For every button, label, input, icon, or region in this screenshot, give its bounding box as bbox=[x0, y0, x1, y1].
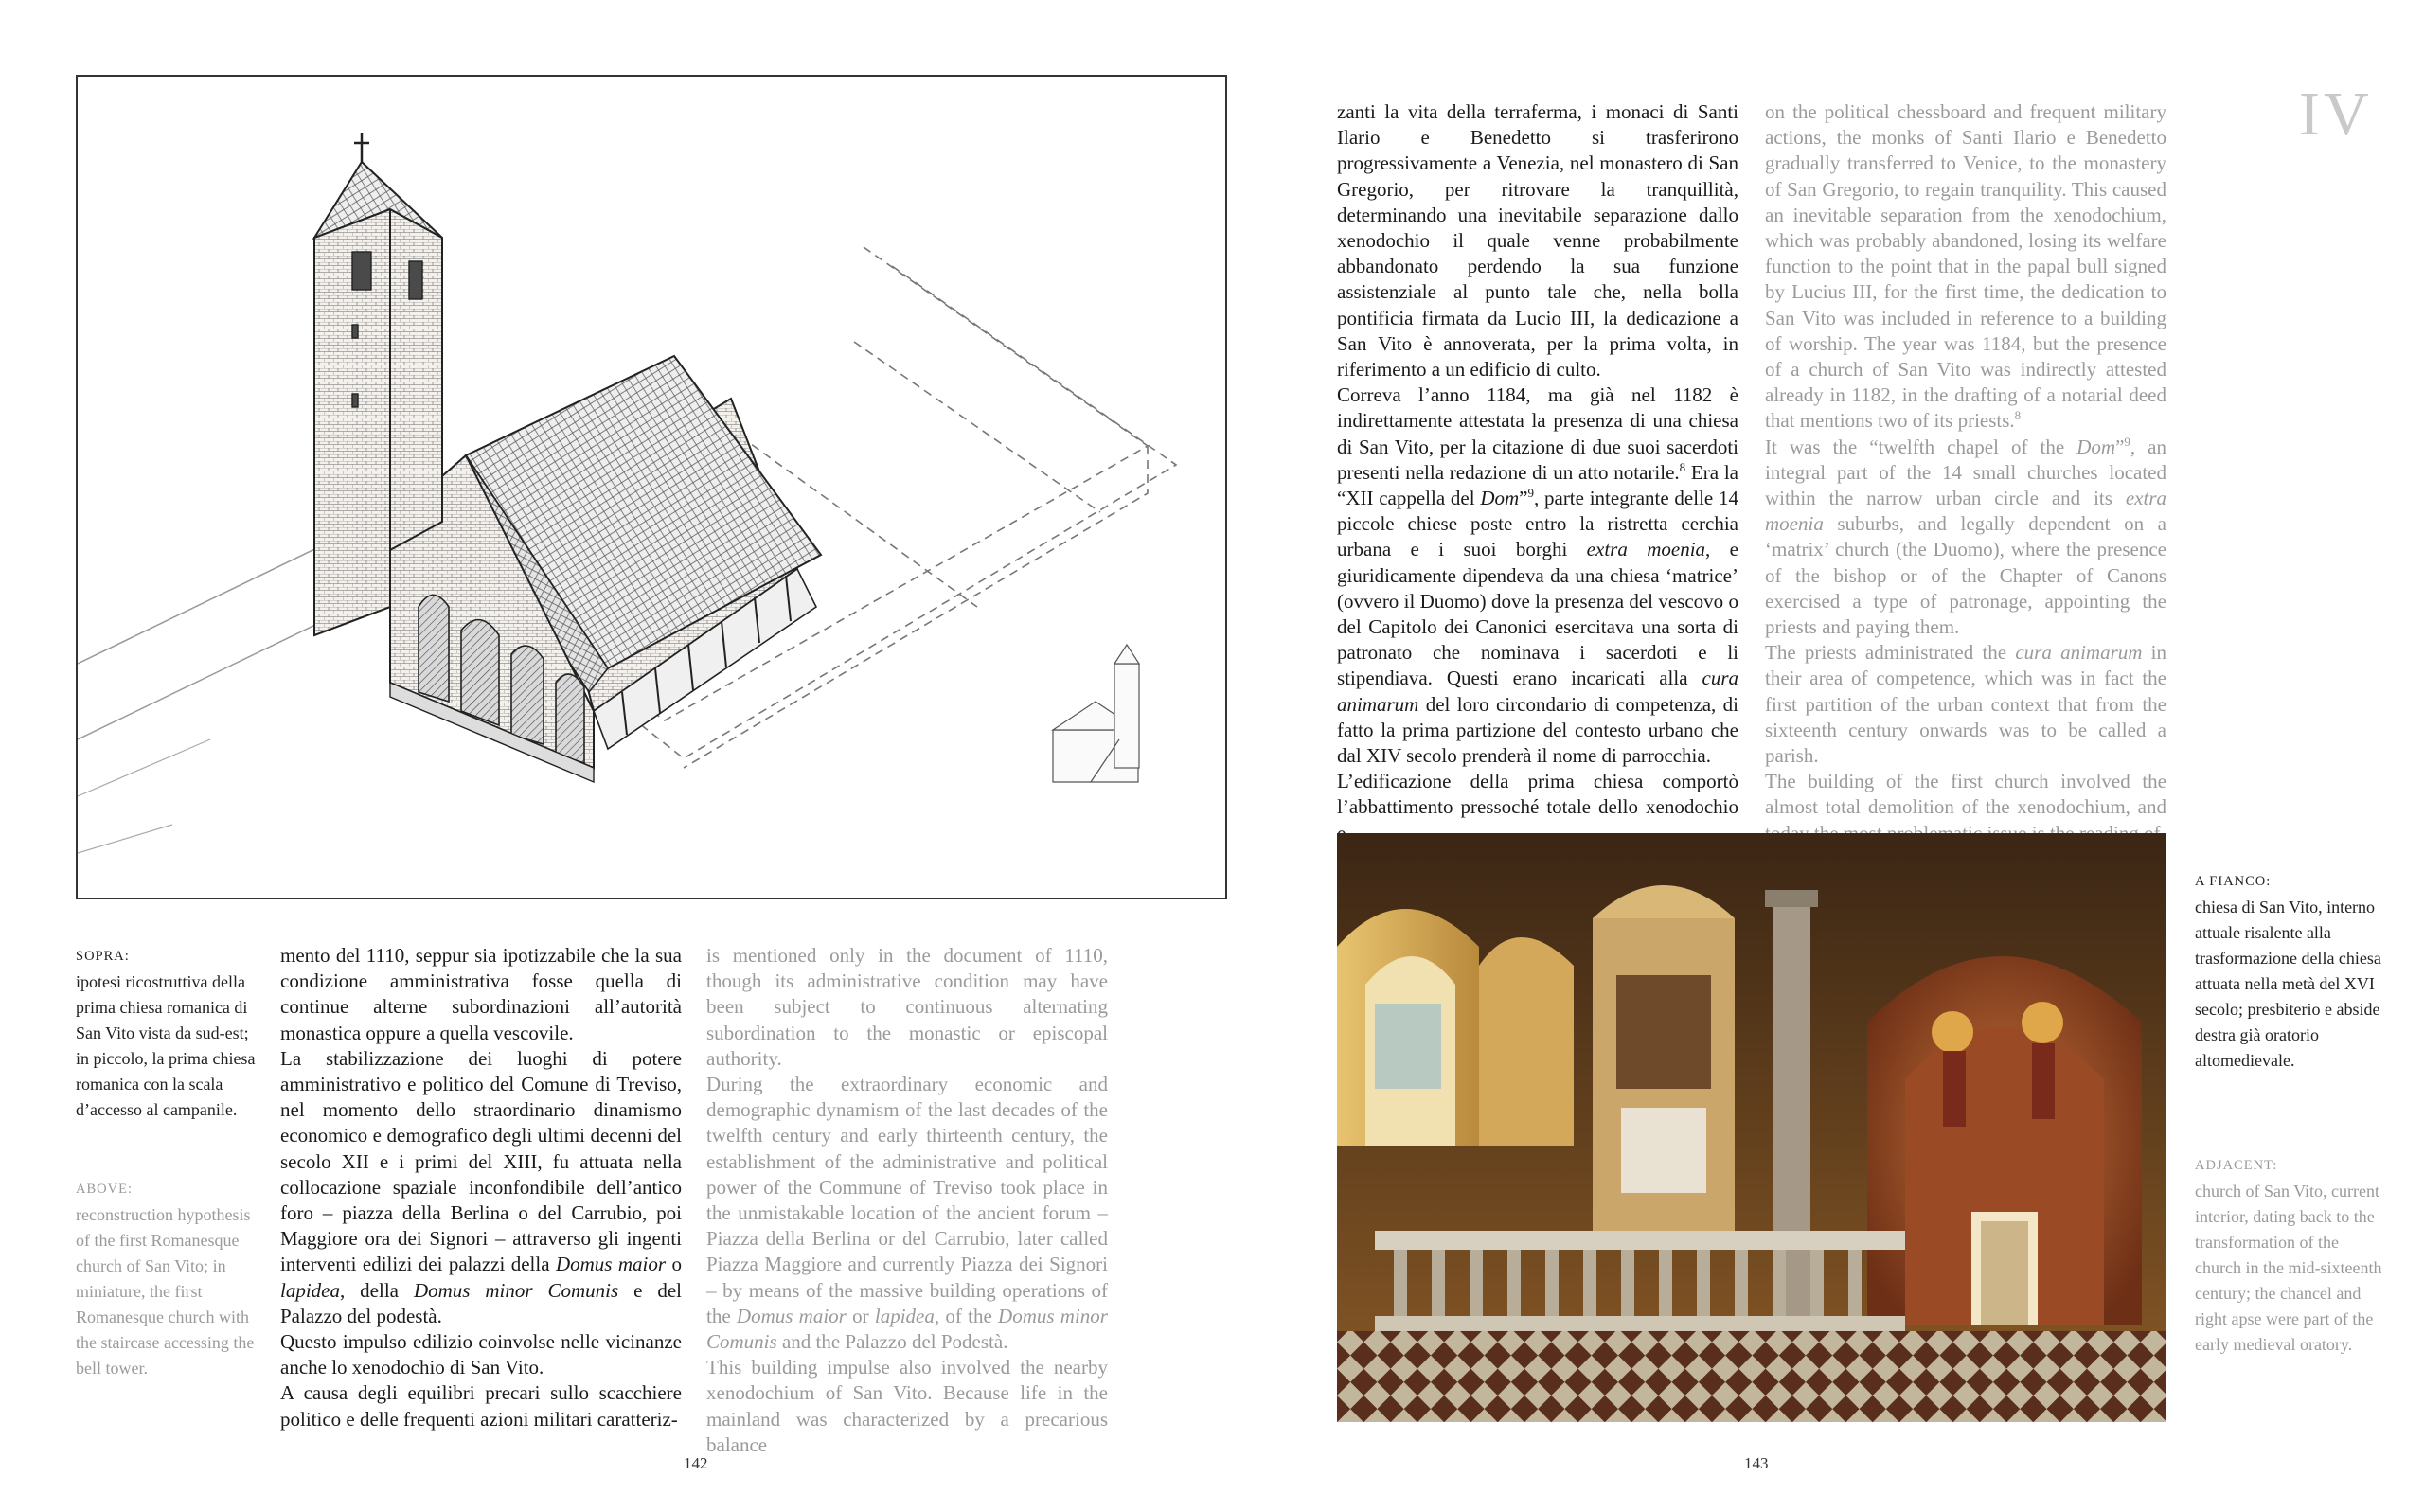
paragraph: is mentioned only in the document of 1110, though its administrative condition may have been subject to continuous alternating subordination to the monastic or episcopal authority. bbox=[706, 944, 1108, 1070]
paragraph: It was the “twelfth chapel of the Dom”$^9$, an integral part of the 14 small churches located within the narrow urban circle and its extra moenia suburbs, and legally dependent on a ‘matrix’ church (the Duomo), where the presence of the bishop or of the Chapter of Canons exercised a type of patronage, appointing the priests and paying them. bbox=[1765, 434, 2167, 639]
body-text-left-en bbox=[706, 943, 1108, 1458]
paragraph: The priests administrated the cura animarum in their area of competence, which was in fact the first partition of the urban context that from the sixteenth century onwards was to be called a parish. bbox=[1765, 641, 2166, 768]
church-reconstruction-drawing bbox=[76, 75, 1227, 899]
paragraph: This building impulse also involved the nearby xenodochium of San Vito. Because life in the mainland was characterized by a precarious balance bbox=[706, 1356, 1108, 1456]
caption-text: chiesa di San Vito, interno attuale risalente alla trasformazione della chiesa attuata nella metà del XVI secolo; presbiterio e abside destra già oratorio altomedievale. bbox=[2195, 898, 2381, 1070]
paragraph: L’edificazione della prima chiesa comportò l’abbattimento pressoché totale dello xenodochio bbox=[1337, 770, 1738, 819]
body-text-left-it bbox=[280, 943, 682, 1432]
caption-text: reconstruction hypothesis of the first Romanesque church of San Vito; in miniature, the first Romanesque church with the staircase accessing the bell tower. bbox=[76, 1205, 255, 1378]
interior-illustration bbox=[1337, 833, 2166, 1422]
paragraph: on the political chessboard and frequent military actions, the monks of Santi Ilario e Benedetto gradually transferred to Venice, to the monastery of San Gregorio, to regain tranquility. This caused an inevitable separation from the xenodochium, which was probably abandoned, losing its welfare function to the point that in the papal bull signed by Lucius III, for the first time, the dedication to San Vito was included in reference to a building of worship. The year was 1184, but the presence of a church of San Vito was indirectly attested already in 1182, in the drafting of a notarial deed that mentions two of its priests.$^8$ bbox=[1765, 100, 2166, 433]
paragraph: La stabilizzazione dei luoghi di potere amministrativo e politico del Comune di Treviso, nel momento dello straordinario dinamismo economico e demografico degli ultimi decenni del secolo XII e i primi del XIII, fu attuata nella collocazione spaziale inconfondibile dell’antico foro – piazza della Berlina o del Carrubio, poi Maggiore ora dei Signori – attraverso gli ingenti interventi edilizi dei palazzi della Domus maior o lapidea, della Domus minor Comunis e del Palazzo del podestà. bbox=[280, 1046, 683, 1327]
caption-text: ipotesi ricostruttiva della prima chiesa romanica di San Vito vista da sud-est; in piccolo, la prima chiesa romanica con la scala d’accesso al campanile. bbox=[76, 972, 256, 1119]
caption-label: ABOVE: bbox=[76, 1182, 133, 1197]
caption-text: church of San Vito, current interior, dating back to the transformation of the church in the mid-sixteenth century; the chancel and right apse were part of the early medieval oratory. bbox=[2195, 1182, 2382, 1354]
caption-above-it bbox=[76, 944, 256, 1123]
chapter-numeral: IV bbox=[2299, 80, 2373, 149]
paragraph: During the extraordinary economic and demographic dynamism of the last decades of the twelfth century and early thirteenth century, the establishment of the administrative and political power of the Commune of Treviso took place in the unmistakable location of the ancient forum – Piazza della Berlina or del Carrubio, later called Piazza Maggiore and currently Piazza dei Signori – by means of the massive building operations of the Domus maior or lapidea, of the Domus minor Comunis and the Palazzo del Podestà. bbox=[706, 1073, 1108, 1354]
axonometric-illustration bbox=[78, 77, 1225, 898]
caption-adjacent-en bbox=[2195, 1153, 2384, 1358]
body-text-right-en bbox=[1765, 99, 2166, 846]
page-number-left: 142 bbox=[684, 1454, 708, 1472]
church-interior-photo bbox=[1337, 833, 2166, 1422]
paragraph: The building of the first church involved the almost total demolition of the xenodochium, and bbox=[1765, 770, 2166, 819]
caption-above-en bbox=[76, 1177, 256, 1381]
page-number-right: 143 bbox=[1744, 1454, 1769, 1472]
caption-label: A FIANCO: bbox=[2195, 874, 2272, 889]
caption-adjacent-it bbox=[2195, 869, 2384, 1074]
caption-label: ADJACENT: bbox=[2195, 1158, 2278, 1173]
paragraph: zanti la vita della terraferma, i monaci di Santi Ilario e Benedetto si trasferirono progressivamente a Venezia, nel monastero di San Gregorio, per ritrovare la tranquillità, determinando una inevitabile separazione dallo xenodochio il quale venne probabilmente abbandonato perdendo la sua funzione assistenziale al punto tale che, nella bolla pontificia firmata da Lucio III, la dedicazione a San Vito è annoverata, per la prima volta, in riferimento a un edificio di culto. bbox=[1337, 100, 1738, 382]
paragraph: Correva l’anno 1184, ma già nel 1182 è indirettamente attestata la presenza di una chiesa di San Vito, per la citazione di due suoi sacerdoti presenti nella redazione di un atto notarile.$^8$ Era la “XII cappella del Dom”$^9$, parte integrante delle 14 piccole chiese poste entro la ristretta cerchia urbana e i suoi borghi extra moenia, e giuridicamente dipendeva da una chiesa ‘matrice’ (ovvero il Duomo) dove la presenza del vescovo o del Capitolo dei Canonici esercitava una sorta di patronato che nominava i sacerdoti e li stipendiava. Questi erano incaricati alla cura animarum del loro circondario di competenza, di fatto la prima partizione del contesto urbano che dal XIV secolo prenderà il nome di parrocchia. bbox=[1337, 383, 1738, 768]
paragraph: mento del 1110, seppur sia ipotizzabile che la sua condizione amministrativa fosse quella di continue alterne subordinazioni all’autorità monastica oppure a quella vescovile. bbox=[280, 944, 682, 1044]
paragraph: Questo impulso edilizio coinvolse nelle vicinanze anche lo xenodochio di San Vito. bbox=[280, 1330, 682, 1379]
caption-label: SOPRA: bbox=[76, 949, 130, 964]
body-text-right-it bbox=[1337, 99, 1738, 846]
paragraph: A causa degli equilibri precari sullo scacchiere politico e delle frequenti azioni militari caratteriz- bbox=[280, 1381, 682, 1431]
